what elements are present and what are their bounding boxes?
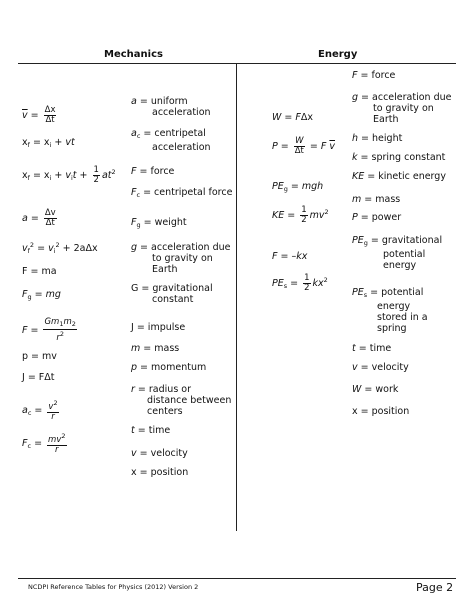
edef-work: W = work — [352, 384, 399, 395]
footer-divider — [18, 578, 456, 579]
eq-centripetal-acceleration: $a_c$ = $\frac{v^2}{r}$ — [22, 399, 58, 422]
footer-source: NCDPI Reference Tables for Physics (2012) Version 2 — [28, 583, 199, 591]
eq-acceleration: a = $\frac{\Delta v}{\Delta t}$ — [22, 208, 56, 228]
def-weight: $F_g$ = weight — [131, 217, 187, 229]
edef-spring-constant: k = spring constant — [352, 152, 446, 163]
eq-gravitational-pe: $PE_g$ = mgh — [272, 181, 324, 193]
column-divider — [236, 63, 237, 531]
def-momentum: p = momentum — [131, 362, 207, 373]
eq-newton-second-law: F = ma — [22, 266, 57, 277]
edef-velocity: v = velocity — [352, 362, 409, 373]
def-time: t = time — [131, 425, 171, 436]
def-force: F = force — [131, 166, 175, 177]
eq-position-constant-velocity: $x_f = x_i$ + vt — [22, 137, 75, 149]
edef-kinetic-energy: KE = kinetic energy — [352, 171, 446, 182]
def-velocity: v = velocity — [131, 448, 188, 459]
edef-mass: m = mass — [352, 194, 401, 205]
eq-position-acceleration: $x_f = x_i + v_it$ + $\frac{1}{2}$ $at^2$ — [22, 165, 116, 185]
mechanics-header: Mechanics — [104, 49, 163, 60]
def-grav-constant: G = gravitational constant — [131, 283, 213, 305]
edef-time: t = time — [352, 343, 392, 354]
edef-gravity: g = acceleration due to gravity on Earth — [352, 92, 452, 125]
eq-momentum: p = mv — [22, 351, 57, 362]
header-divider — [18, 63, 456, 64]
def-impulse: J = impulse — [131, 322, 186, 333]
edef-power: P = power — [352, 212, 402, 223]
eq-weight: $F_g$ = mg — [22, 289, 61, 301]
edef-height: h = height — [352, 133, 403, 144]
eq-velocity-squared: $v_f^2 = v_i^2 + 2a\Delta x$ — [22, 241, 98, 255]
def-centripetal-force: $F_c$ = centripetal force — [131, 187, 233, 199]
edef-force: F = force — [352, 70, 396, 81]
def-mass: m = mass — [131, 343, 180, 354]
eq-work: W = FΔx — [272, 112, 313, 123]
eq-spring-pe: $PE_s$ = $\frac{1}{2}$ $kx^2$ — [272, 273, 328, 293]
eq-gravitation: F = $\frac{Gm_1m_2}{r^2}$ — [22, 317, 76, 343]
energy-header: Energy — [318, 49, 358, 60]
eq-impulse: J = FΔt — [22, 372, 55, 383]
edef-spring-pe: $PE_s$ = potential energy stored in a spring — [352, 287, 428, 334]
edef-position: x = position — [352, 406, 410, 417]
def-centripetal-acceleration: $a_c$ = centripetal acceleration — [131, 128, 211, 153]
def-position: x = position — [131, 467, 189, 478]
eq-average-velocity: $\overline{v}$ = $\frac{\Delta x}{\Delta t}$ — [22, 105, 56, 125]
eq-centripetal-force: $F_c$ = $\frac{mv^2}{r}$ — [22, 432, 66, 455]
eq-kinetic-energy: KE = $\frac{1}{2}$ $mv^2$ — [272, 205, 329, 225]
page-number: Page 2 — [416, 581, 454, 594]
def-radius: r = radius or distance between centers — [131, 384, 232, 417]
def-gravity: g = acceleration due to gravity on Earth — [131, 242, 231, 275]
eq-hookes-law: F = –kx — [272, 251, 308, 262]
eq-power: P = $\frac{W}{\Delta t}$ = F $\overline{v}$ — [272, 136, 336, 156]
def-acceleration: a = uniform acceleration — [131, 96, 211, 118]
edef-gravitational-pe: $PE_g$ = gravitational potential energy — [352, 235, 443, 271]
